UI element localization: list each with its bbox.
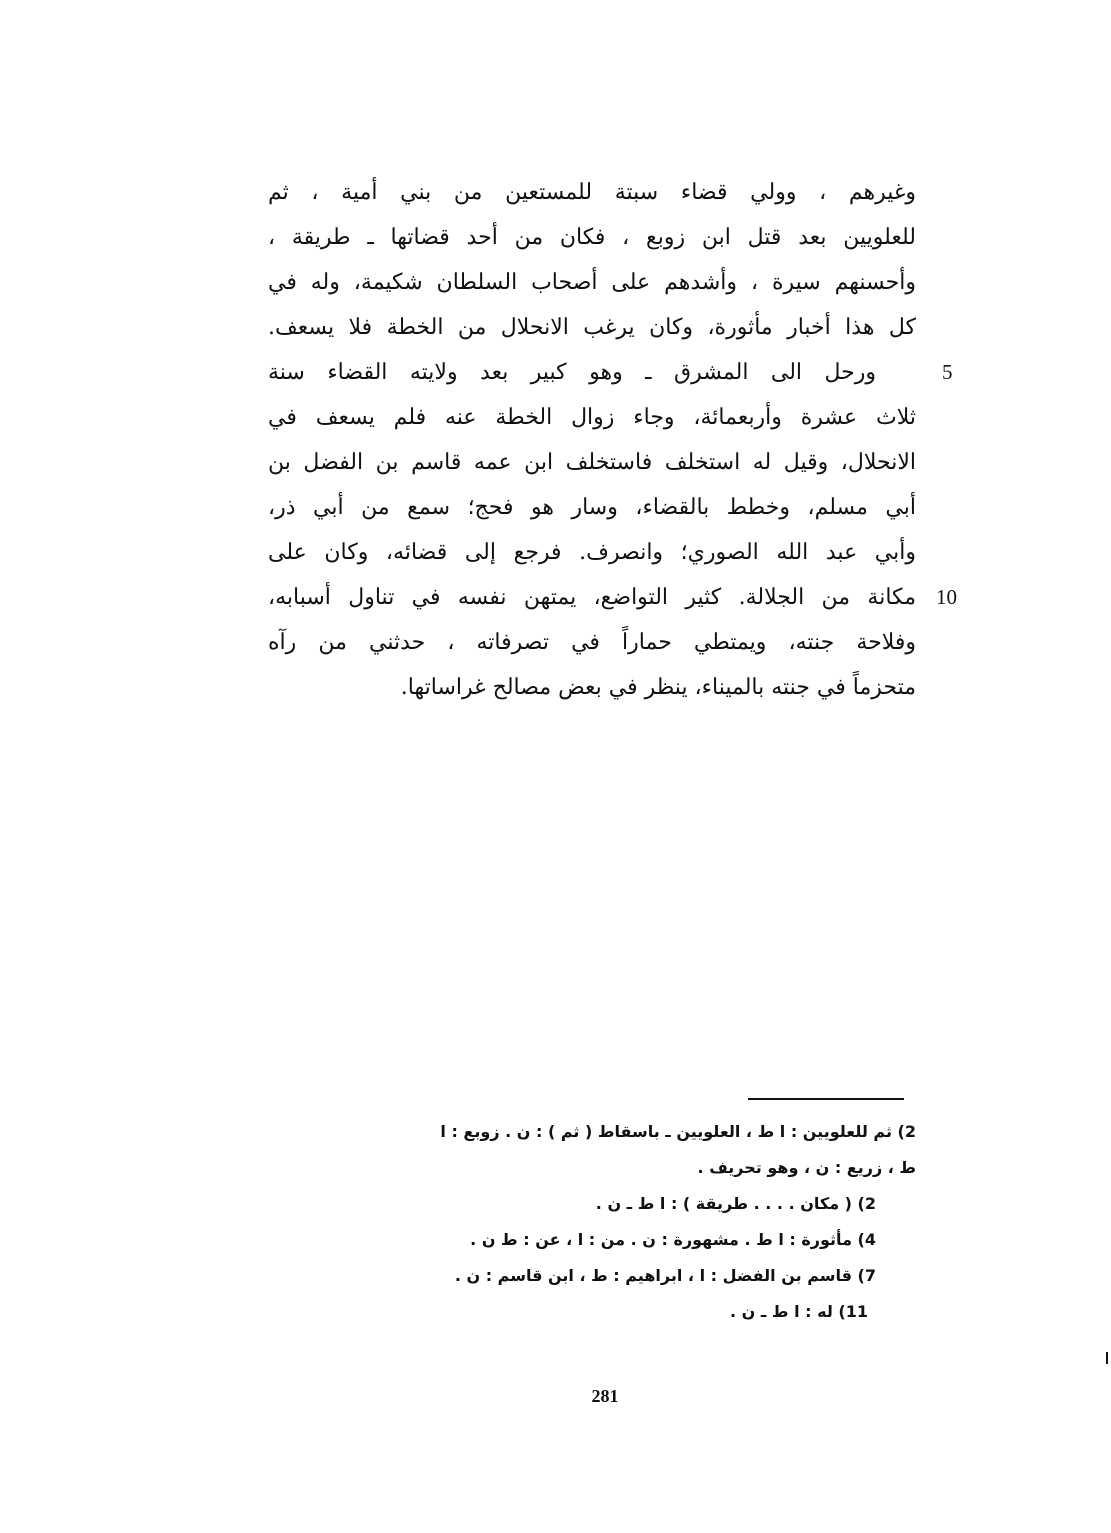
text-line: وفلاحة جنته، ويمتطي حماراً في تصرفاته ، حدثني من رآه xyxy=(268,630,916,655)
line-number-5: 5 xyxy=(942,360,953,384)
footnote: 2) ثم للعلويين : ا ط ، العلويين ـ باسقاط ( ثم ) : ن . زوبع : ا xyxy=(440,1122,916,1141)
text-line: وغيرهم ، وولي قضاء سبتة للمستعين من بني أمية ، ثم xyxy=(268,180,916,205)
footnotes xyxy=(260,1114,916,1330)
footnote-continuation: ط ، زريع : ن ، وهو تحريف . xyxy=(697,1158,916,1177)
text-line: متحزماً في جنته بالميناء، ينظر في بعض مصالح غراساتها. xyxy=(400,675,916,700)
text-line: وأحسنهم سيرة ، وأشدهم على أصحاب السلطان شكيمة، وله في xyxy=(268,270,916,295)
text-line: للعلويين بعد قتل ابن زوبع ، فكان من أحد قضاتها ـ طريقة ، xyxy=(268,225,916,250)
footnote: 2) ( مكان . . . . طريقة ) : ا ط ـ ن . xyxy=(595,1194,876,1213)
line-number-10: 10 xyxy=(936,585,957,609)
footnote-separator xyxy=(748,1098,904,1100)
text-line: ورحل الى المشرق ـ وهو كبير بعد ولايته القضاء سنة xyxy=(268,360,876,385)
page-number: 281 xyxy=(591,1386,619,1406)
text-line: مكانة من الجلالة. كثير التواضع، يمتهن نفسه في تناول أسبابه، xyxy=(268,585,916,610)
footnote: 7) قاسم بن الفضل : ا ، ابراهيم : ط ، ابن قاسم : ن . xyxy=(454,1266,876,1285)
text-line: ثلاث عشرة وأربعمائة، وجاء زوال الخطة عنه فلم يسعف في xyxy=(268,405,916,430)
scan-edge-mark xyxy=(1106,1352,1108,1364)
main-text xyxy=(268,170,916,710)
text-line: الانحلال، وقيل له استخلف فاستخلف ابن عمه قاسم بن الفضل بن xyxy=(268,450,916,475)
text-line: كل هذا أخبار مأثورة، وكان يرغب الانحلال من الخطة فلا يسعف. xyxy=(268,315,916,340)
text-line: أبي مسلم، وخطط بالقضاء، وسار هو فحج؛ سمع من أبي ذر، xyxy=(268,495,916,520)
text-line: وأبي عبد الله الصوري؛ وانصرف. فرجع إلى قضائه، وكان على xyxy=(268,540,916,565)
footnote: 11) له : ا ط ـ ن . xyxy=(730,1302,868,1321)
footnote: 4) مأثورة : ا ط . مشهورة : ن . من : ا ، عن : ط ن . xyxy=(470,1230,876,1249)
